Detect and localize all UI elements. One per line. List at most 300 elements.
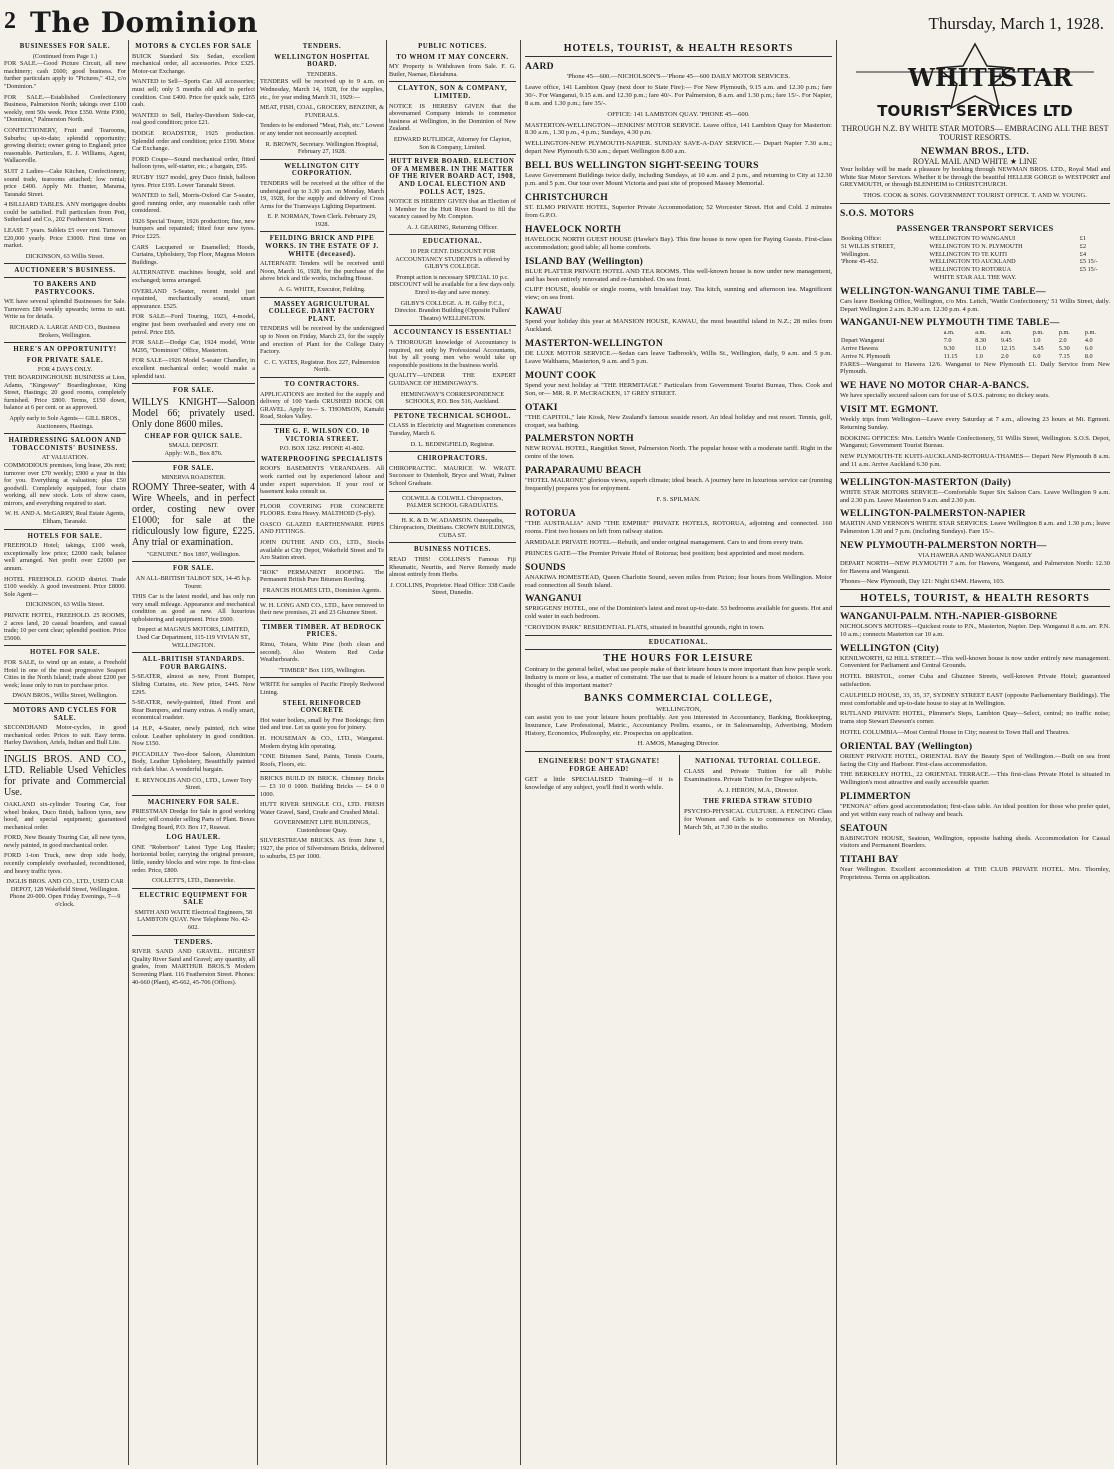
ad-signature: D. L. BEDINGFIELD, Registrar. xyxy=(410,440,495,448)
section-heading: HAIRDRESSING SALOON AND TOBACCONISTS' BUSINESS. xyxy=(8,437,122,452)
public-notice: CLASS in Electricity and Magnetism commences Tuesday, March 6. xyxy=(389,422,516,437)
resort-heading: HAVELOCK NORTH xyxy=(525,223,622,235)
classified-ad: BUICK Standard Six Sedan, excellent mechanical order, all accessories. Price £325. Motor-car Exchange. xyxy=(132,52,255,75)
classified-ad: THE BOARDINGHOUSE BUSINESS at Lion, Adams, "Kingsway" Boardinghouse, King Street, Hastings; 20 good rooms, completely furnished. Price £800. Terms, £150 down, balance at 6 per cent. or as approved. xyxy=(4,373,126,412)
column-rule xyxy=(520,40,521,1465)
display-ad: SILVERSTREAM BRICKS. AS from June 1, 1927, the price of Silverstream Bricks, delivered to suburbs, £5 per 1000. xyxy=(260,837,384,860)
resort-heading: SEATOUN xyxy=(840,822,888,834)
display-ad: QUALITY—UNDER THE EXPERT GUIDANCE OF HEMINGWAY'S. xyxy=(389,372,516,387)
section-heading: MASSEY AGRICULTURAL COLLEGE. DAIRY FACTORY PLANT. xyxy=(268,300,376,323)
section-heading: MOTORS & CYCLES FOR SALE xyxy=(135,43,252,50)
notice-heading: VISIT MT. EGMONT. xyxy=(840,403,939,415)
column-rule xyxy=(257,40,258,1465)
public-notice: MY Property is Withdrawn from Sale. F. G. Butler, Naenae, Eketahuna. xyxy=(389,63,516,78)
display-ad: W. H. LONG AND CO., LTD., have removed to their new premises, 21 and 23 Ghuznee Street. xyxy=(260,601,384,617)
newspaper-title: The Dominion xyxy=(30,6,259,39)
listing: Weekly trips from Wellington—Leave every Saturday at 7 a.m., allowing 23 hours at Mt. Egmont. Returning Sunday. xyxy=(840,415,1110,431)
tender-notice: ALTERNATE Tenders will be received until Noon, March 16, 1928, for the purchase of the above brick and tile works, including House. xyxy=(260,260,384,283)
tender-notice: TENDERS will be received up to 9 a.m. on Wednesday, March 14, 1928, for the supplies, etc., for year ending March 31, 1929:— xyxy=(260,78,384,101)
column-white-star-tourist xyxy=(840,40,1110,1465)
divider xyxy=(260,771,384,772)
public-notice: NOTICE IS HEREBY GIVEN that the abovenamed Company intends to commence business at Wellington, in the Dominion of New Zealand. xyxy=(389,102,516,133)
table-cell: WELLINGTON TO TE KUITI xyxy=(929,250,1008,258)
divider xyxy=(260,499,384,500)
divider xyxy=(132,795,255,796)
table-cell: 6.0 xyxy=(1084,344,1093,352)
divider xyxy=(260,598,384,599)
section-heading: LOG HAULER. xyxy=(166,834,221,842)
divider xyxy=(840,203,1110,204)
section-heading: EDUCATIONAL. xyxy=(422,238,483,246)
classified-ad: PICCADILLY Two-door Saloon, Aluminium Body, Leather Upholstery, Beautifully painted rich dark blue. A wonderful bargain. xyxy=(132,750,255,773)
section-heading: MOTORS AND CYCLES FOR SALE. xyxy=(12,706,118,722)
listing: NICHOLSON'S MOTORS—Quickest route to P.N., Masterton, Napier. Dep. Wanganui 8 a.m. arr. P.N. 10 a.m.; connects Masterton car 10 a.m. xyxy=(840,623,1110,638)
classified-ad: FREEHOLD Hotel; takings, £100 week, exceptionally low price; £2000 cash; balance well arranged. Net profit over £2000 per annum. xyxy=(4,542,126,573)
divider xyxy=(132,461,255,462)
ad-signature: "TIMBER" Box 1195, Wellington. xyxy=(278,666,366,674)
listing: "HOTEL MALRONE" glorious views, superb climate; ideal beach. A journey here in luxurious service car (running frequently) prepares you for enjoyment. xyxy=(525,477,832,493)
column-public-notices xyxy=(389,40,516,1465)
engineers-ad xyxy=(525,755,673,834)
listing: 'Phones—New Plymouth, Day 121: Night 634M. Hawera, 103. xyxy=(840,578,1005,586)
ad-headline: ENGINEERS! DON'T STAGNATE! FORGE AHEAD! xyxy=(538,758,660,774)
section-heading: FOR SALE. xyxy=(173,464,214,472)
timetable-row xyxy=(840,353,1110,361)
table-cell: 9.30 xyxy=(943,344,955,352)
display-ad: ROOFS BASEMENTS VERANDAHS. All work carried out by experienced labour and under expert supervision. If your roof or basement leaks consult us. xyxy=(260,465,384,496)
column-rule xyxy=(386,40,387,1465)
classified-ad: COMMODIOUS premises, long lease, 20s rent; turnover over £70 weekly; £900 a year in this for you. Everything at valuation; plus £50 goodwill. Completely equipped, four chairs working, all new stock. Lots of show cases, mirrors, and everything required to start. xyxy=(4,461,126,507)
resort-heading: PLIMMERTON xyxy=(840,791,911,803)
section-heading: PUBLIC NOTICES. xyxy=(418,43,487,50)
listing: ANAKIWA HOMESTEAD, Queen Charlotte Sound, seven miles from Picton; four hours from Wellington. Motor road connection all South Island. xyxy=(525,573,832,589)
classified-ad: 14 H.P., 4-Seater, newly painted, rich wine colour. Leather upholstery in good condition. Now £150. xyxy=(132,725,255,748)
route-subheading: VIA HAWERA AND WANGANUI DAILY xyxy=(917,551,1033,559)
classified-ad: 1926 Special Tourer, 1926 production; fine, new bumpers and repainted; fitted four new tyres. Price £225. xyxy=(132,217,255,241)
section-heading: HOTEL FOR SALE. xyxy=(30,649,100,657)
issue-date: Thursday, March 1, 1928. xyxy=(928,14,1104,33)
classified-ad: 5-SEATER, almost as new, Front Bumper, Sliding Curtains, etc. New price, £445. Now £295. xyxy=(132,673,255,696)
table-cell: 7.15 xyxy=(1058,352,1070,360)
classified-ad: OAKLAND six-cylinder Touring Car, four wheel brakes, Duco finish, balloon tyres, new hood, and special equipment; guaranteed mechanical order. xyxy=(4,800,126,831)
section-heading: CLAYTON, SON & COMPANY, LIMITED. xyxy=(397,85,508,100)
fares-table xyxy=(840,235,1110,274)
route-heading: WELLINGTON-PALMERSTON-NAPIER xyxy=(840,508,1026,520)
ad-signature: C. C. YATES, Registrar. Box 227, Palmerston North. xyxy=(264,358,380,374)
ad-signature: GILBY'S COLLEGE. A. H. Gilby F.C.I., Director. Brandon Building (Opposite Fullers' Theatre) WELLINGTON. xyxy=(394,299,511,322)
display-ad: AN ALL-BRITISH TALBOT SIX, 14-45 h.p. Tourer. xyxy=(135,574,252,590)
table-cell: Depart Wanganui xyxy=(841,337,885,345)
subheading: AT VALUATION. xyxy=(41,454,89,462)
logo-word-star: STAR xyxy=(1000,63,1073,92)
divider xyxy=(132,383,255,384)
divider xyxy=(525,751,832,752)
table-cell: 4.0 xyxy=(1084,337,1093,345)
display-ad: SMITH AND WAITE Electrical Engineers, 58 LAMBTON QUAY. New Telephone No. 42-602. xyxy=(134,908,253,932)
ad-headline: THE HOURS FOR LEISURE xyxy=(603,653,754,665)
divider xyxy=(132,888,255,889)
divider xyxy=(389,154,516,155)
resort-heading: WANGANUI xyxy=(525,593,582,605)
route-heading: NEW PLYMOUTH-PALMERSTON NORTH— xyxy=(840,539,1047,551)
table-cell: p.m. xyxy=(1084,329,1096,337)
listing: Spend your next holiday at "THE HERMITAGE." Particulars from Government Tourist Bureau, Thos. Cook and Son, or— MR. R. P. McCRACKEN, 17 GREY STREET. xyxy=(525,381,832,397)
classified-ad: THIS Car is the latest model, and has only run very small mileage. Appearance and mechanical condition as good as new. All luxurious upholstering and equipment. Price £600. xyxy=(132,593,255,623)
listing: Near Wellington. Excellent accommodation at THE CLUB PRIVATE HOTEL. Mrs. Thornley, Proprietress. Terms on application. xyxy=(840,866,1110,882)
ad-signature: INGLIS BROS. AND CO., LTD., USED CAR DEPOT, 128 Wakefield Street, Wellington. Phone 20-000. Open Friday Evenings, 7—9 o'clock. xyxy=(6,878,124,909)
section-heading: TO BAKERS AND PASTRYCOOKS. xyxy=(33,281,97,296)
page-number: 2 xyxy=(4,8,16,34)
listing: Leave office, 141 Lambton Quay (next door to State Fire):— For New Plymouth, 9.15 a.m. and 12.30 p.m.; fare 30/-. For Wanganui, 9.15 a.m. and 12.30 p.m.; fare 40/-. For Palmerston, 8 a.m. and 1.30 p.m.; fare 15/-. For Napier, 8 a.m. and 1.30 p.m.; fare 35/-. xyxy=(525,83,832,107)
classified-ad: CARS Lacquered or Enamelled; Hoods, Curtains, Upholstery, Top Floor, Magnus Motors Buildings. xyxy=(132,243,255,266)
resort-heading: PARAPARAUMU BEACH xyxy=(525,465,642,477)
listing: MASTERTON-WELLINGTON—JENKINS' MOTOR SERVICE. Leave office, 141 Lambton Quay for Masterton: 8.30 a.m., 1.30 p.m., 4 p.m.; Sundays, 4.30 p.m. xyxy=(525,121,832,137)
table-cell: 3.45 xyxy=(1032,344,1044,352)
continued-note: (Continued from Page 1.) xyxy=(32,52,98,60)
table-cell: WELLINGTON TO AUCKLAND xyxy=(929,258,1016,266)
section-heading: BUSINESSES FOR SALE. xyxy=(19,43,111,50)
tender-notice: APPLICATIONS are invited for the supply and delivery of 100 Yards CRUSHED ROCK OR GRAVEL. Apply to— S. THOMSON, Kamahi Road, Stokes Valley. xyxy=(260,390,384,421)
listing: Cars leave Booking Office, Wellington, c/o Mrs. Leitch, 'Wattle Confectionery,' 51 Willis Street, daily. Depart Wellington 2 a.m. 8.30 a.m. 12.30 p.m. 4 p.m. xyxy=(840,297,1110,313)
ad-headline: THE FRIEDA STRAW STUDIO xyxy=(703,797,813,805)
table-cell: p.m. xyxy=(1058,329,1070,337)
resort-heading: KAWAU xyxy=(525,306,563,318)
resort-heading: MOUNT COOK xyxy=(525,369,597,381)
fare-row xyxy=(840,243,1110,251)
mail-line-left: ROYAL MAIL AND WHITE xyxy=(912,157,1008,166)
public-notice: NOTICE IS HEREBY GIVEN that an Election of 1 Member for the Hutt River Board to fill the vacancy caused by Mr. Compton. xyxy=(389,198,516,221)
ad-headline: NATIONAL TUTORIAL COLLEGE. xyxy=(695,758,821,766)
ad-signature: "GENUINE." Box 1897, Wellington. xyxy=(146,550,241,558)
listing: FARES—Wanganui to Hawera 12/6. Wanganui to New Plymouth £1. Daily Service from New Plymouth. xyxy=(840,360,1110,376)
section-heading: THE G. F. WILSON CO. 10 VICTORIA STREET. xyxy=(274,427,370,443)
timetable-row xyxy=(840,329,1110,337)
ad-signature: Apply early to Sole Agents— GILL BROS., Auctioneers, Hastings. xyxy=(9,414,121,430)
ad-signature: F. S. SPILMAN. xyxy=(656,496,701,504)
divider xyxy=(260,424,384,425)
table-cell xyxy=(840,329,943,337)
table-cell: £4 xyxy=(1079,250,1087,258)
table-cell: 2.0 xyxy=(1000,352,1009,360)
divider xyxy=(4,277,126,278)
table-cell: 6.0 xyxy=(1032,352,1041,360)
ad-headline: BANKS COMMERCIAL COLLEGE, xyxy=(584,692,773,704)
resort-heading: MASTERTON-WELLINGTON xyxy=(525,338,664,350)
display-ad: H. HOUSEMAN & CO., LTD., Wanganui. Modern drying kiln operating. xyxy=(260,734,384,750)
dealer-name: INGLIS BROS. AND CO., LTD. Reliable Used Vehicles for private and Commercial Use. xyxy=(4,753,126,798)
divider xyxy=(260,565,384,566)
divider xyxy=(4,263,126,264)
resort-heading: CHRISTCHURCH xyxy=(525,191,609,203)
section-heading: BUSINESS NOTICES. xyxy=(413,546,492,554)
timetable-heading: WELLINGTON-WANGANUI TIME TABLE— xyxy=(840,285,1046,297)
subheading: TENDERS. xyxy=(307,70,337,78)
fare-row xyxy=(840,235,1110,243)
listing: Spend your holiday this year at MANSION HOUSE, KAWAU, the most beautiful island in N.Z.; 28 miles from Auckland. xyxy=(525,318,832,334)
listing: MARTIN AND VERNON'S WHITE STAR SERVICES. Leave Wellington 8 a.m. and 1.30 p.m.; leave Palmerston 1.30 and 7 p.m. (including Sundays). Fare 15/-. xyxy=(840,520,1110,536)
divider xyxy=(132,561,255,562)
table-cell: 7.0 xyxy=(943,337,952,345)
mail-line xyxy=(840,158,1110,166)
display-ad: COLWILL & COLWILL Chiropractors, PALMER SCHOOL GRADUATES. xyxy=(401,494,504,510)
ad-signature: E. REYNOLDS AND CO., LTD., Lower Tory Street. xyxy=(135,776,252,792)
classified-ad: WANTED to Sell, Morris-Oxford Car 5-seater, good running order, any reasonable cash offer considered. xyxy=(132,192,255,215)
display-ad: GET a little SPECIALISED Training—if it is knowledge of any subject, you'll find it worth while. xyxy=(525,776,673,792)
divider xyxy=(389,325,516,326)
section-heading: PETONE TECHNICAL SCHOOL. xyxy=(393,412,512,420)
divider xyxy=(389,81,516,82)
resort-heading: WELLINGTON (City) xyxy=(840,642,940,654)
display-ad: WRITE for samples of Pacific Fireply Redwood Lining. xyxy=(260,681,384,696)
classified-ad: SUIT 2 Ladies—Cake Kitchen, Confectionery, sound trade, tearooms attached; low rental; price £400. Apply Mr. Hunter, Marama, Taranaki Street. xyxy=(4,167,126,198)
company-name: NEWMAN BROS., LTD. xyxy=(920,146,1030,157)
classified-ad: FOR SALE—Ford Touring, 1923, 4-model, engine just been overhauled and every one on petrol. Price £65. xyxy=(132,313,255,336)
table-cell: p.m. xyxy=(1032,329,1044,337)
table-cell: £1 xyxy=(1079,234,1087,242)
classified-ad: PRIVATE HOTEL, FREEHOLD. 25 ROOMS, 2 acres land, 20 casual boarders, and casual trade; 10 per cent clear; splendid position. Price £5000. xyxy=(4,612,126,642)
section-heading: FOR SALE. xyxy=(173,565,214,573)
table-cell: 51 WILLIS STREET, xyxy=(841,242,895,250)
masthead xyxy=(0,0,1114,40)
timetable-row xyxy=(840,337,1110,345)
ad-signature: A. J. HERON, M.A., Director. xyxy=(717,787,799,795)
resort-heading: ROTORUA xyxy=(525,508,576,519)
display-ad: CHIROPRACTIC. MAURICE W. WRATT. Successor to Ostenholt, Bryce and Wratt, Palmer School Graduate. xyxy=(389,464,516,487)
column-tenders xyxy=(260,40,384,1465)
company-name: S.O.S. MOTORS xyxy=(840,207,915,219)
section-heading: CHIROPRACTORS. xyxy=(417,455,488,463)
route-heading: WELLINGTON-MASTERTON (Daily) xyxy=(840,476,1012,488)
tender-notice: TENDERS will be received at the office of the undersigned up to 3.30 p.m. on Monday, March 19, 1928, for the supply and delivery of Cross Arms for the Tramways Lighting Department. xyxy=(260,179,384,210)
display-ad: Rimu, Totara, White Pine (both clean and second). Also Western Red Cedar Weatherboards. xyxy=(260,641,384,664)
section-heading: TO CONTRACTORS. xyxy=(284,380,360,388)
divider xyxy=(4,750,126,751)
listing: Leave Government Buildings twice daily, including Sundays, at 10 a.m. and 2 p.m., and returning to City at 12.30 p.m. and 5 p.m. Our tour over Mount Victoria and past site of proposed Massey Memorial. xyxy=(525,172,832,188)
resort-heading: AARD xyxy=(525,61,554,72)
subheading: SMALL DEPOSIT. xyxy=(168,442,219,450)
resort-heading: ISLAND BAY (Wellington) xyxy=(525,255,644,267)
divider xyxy=(389,513,516,514)
classified-ad: FOR SALE.—Good Picture Circuit, all new machinery; cash £600; good business. For further particulars apply to "Pictures," 412, c/o "Dominion." xyxy=(4,60,126,90)
tender-notice: Tenders to be endorsed "Meat, Fish, etc." Lowest or any tender not necessarily accepted. xyxy=(260,122,384,137)
listing: ORIENT PRIVATE HOTEL, ORIENTAL BAY the Beauty Spot of Wellington.—Built on sea front facing the City and Harbour. First-class accommodation. xyxy=(840,752,1110,768)
display-ad: OASCO GLAZED EARTHENWARE PIPES AND FITTINGS. xyxy=(260,520,384,536)
ad-signature: H. AMOS, Managing Director. xyxy=(637,740,720,748)
classified-ad: ONE "Robertson" Latest Type Log Hauler; horizontal boiler, carrying the original pressure, little, sundry blocks and wire rope. In first-class order. Price, £800. xyxy=(132,843,255,874)
classified-ad: LEASE 7 years. Sublets £5 over rent. Turnover £20,000 yearly. Price £3000. First time on market. xyxy=(4,227,126,250)
divider xyxy=(4,433,126,434)
classified-ad: DODGE ROADSTER, 1925 production. Splendid order and condition; price £190. Motor Car Exchange. xyxy=(132,129,255,153)
table-cell: Booking Office: xyxy=(841,234,882,242)
section-heading: CHEAP FOR QUICK SALE. xyxy=(144,432,243,440)
resort-heading: SOUNDS xyxy=(525,561,566,573)
ad-signature: EDWARD RUTLIDGE, Attorney for Clayton, Son & Company, Limited. xyxy=(393,135,512,151)
display-ad: Hot water boilers, small by Free Bookings; firm tied and true. Let us quote you for joinery. xyxy=(260,716,384,732)
contact-line: P.O. BOX 1262. PHONE 41-802. xyxy=(279,445,365,453)
display-ad: HUTT RIVER SHINGLE CO., LTD. FRESH Water Gravel, Sand, Crude and Crushed Metal. xyxy=(260,801,384,816)
table-cell: 1.0 xyxy=(1032,337,1041,345)
display-ad: WILLYS KNIGHT—Saloon Model 66; privately used. Only done 8600 miles. xyxy=(132,396,255,430)
tender-items: MEAT, FISH, COAL, GROCERY, BENZINE, & FUNERALS. xyxy=(260,104,384,119)
column-motors-for-sale xyxy=(132,40,255,1465)
classified-ad: PRIESTMAN Dredge for Sale in good working order; will consider selling Parts of Plant. Boxes Dredging Board, P.O. Box 17, Ruawai. xyxy=(132,808,255,831)
column-rule xyxy=(836,40,837,1465)
subheading: FOR 4 DAYS ONLY. xyxy=(37,366,93,374)
ad-signature: E. P. NORMAN, Town Clerk. February 29, 1928. xyxy=(267,213,377,228)
table-cell: 11.0 xyxy=(975,344,986,352)
timetable-row xyxy=(840,345,1110,353)
section-heading: STEEL REINFORCED CONCRETE xyxy=(282,699,362,715)
classified-ad: WE have several splendid Businesses for Sale. Turnovers £80 weekly upwards; terms to suit. Write us for details. xyxy=(4,298,126,321)
display-ad: can assist you to use your leisure hours profitably. Are you interested in Accountancy, Banking, Bookkeeping, Insurance, Law Professional, Matric., Accountancy Prelim. exams., or in Salesmanship, Advertising, Modern History, Economics, Philosophy, etc. Prospectus on application. xyxy=(525,713,832,737)
display-ad: "ONE Bitumen Sand, Paints, Tennis Courts, Roofs, Floors, etc. xyxy=(260,753,384,768)
divider xyxy=(132,652,255,653)
notice-heading: WE HAVE NO MOTOR CHAR-A-BANCS. xyxy=(840,380,1030,392)
column-rule xyxy=(128,40,129,1465)
classified-ad: WANTED to Sell—Sports Car. All accessories; must sell; only 5 months old and in perfect condition. Cost £400. Price for quick sale, £265 cash. xyxy=(132,78,255,109)
tender-notice: TENDERS will be received by the undersigned up to Noon on Friday, March 23, for the supply and erection of Plant for the College Dairy Factory. xyxy=(260,325,384,356)
resort-heading: WANGANUI-PALM. NTH.-NAPIER-GISBORNE xyxy=(840,611,1058,623)
display-ad: READ THIS! COLLINS'S Famous Fiji Rheumatic, Neuritis, and Nerve Remedy made almost entirely from Herbs. xyxy=(389,556,516,579)
services-heading: PASSENGER TRANSPORT SERVICES xyxy=(896,222,1054,233)
display-ad: PSYCHO-PHYSICAL CULTURE. A FENCING Class for Women and Girls is to commence on Monday, March 5th, at 7.30 in the studio. xyxy=(684,807,832,831)
divider xyxy=(525,649,832,650)
section-heading: TENDERS. xyxy=(174,938,213,946)
divider xyxy=(389,491,516,492)
listing: 'Phone 45—600.—NICHOLSON'S—'Phone 45—600 DAILY MOTOR SERVICES. xyxy=(566,73,791,80)
table-cell: Wellington. xyxy=(841,250,870,258)
listing: RUTLAND PRIVATE HOTEL, Plimmer's Steps, Lambton Quay—Select, central; no traffic noise; trams stop Stewart Dawson's corner. xyxy=(840,710,1110,726)
education-ads-row xyxy=(525,755,832,834)
mail-line-right: LINE xyxy=(1018,157,1038,166)
fare-row xyxy=(840,251,1110,259)
listing: WHITE STAR MOTORS SERVICE—Comfortable Super Six Saloon Cars. Leave Wellington 9 a.m. and 2.30 p.m. Leave Masterton 9 a.m. and 2.30 p.m. xyxy=(840,488,1110,504)
divider xyxy=(389,451,516,452)
section-heading: HERE'S AN OPPORTUNITY! xyxy=(13,346,117,354)
table-cell: Arrive N. Plymouth xyxy=(841,352,891,360)
divider xyxy=(389,234,516,235)
listing: KENILWORTH, 62 HILL STREET.—This well-known house is now under entirely new management. Convenient for Parliament and Central Grounds. xyxy=(840,654,1110,670)
listing: HOTEL BRISTOL, corner Cuba and Ghuznee Streets, well-known Private Hotel; guaranteed satisfaction. xyxy=(840,673,1110,689)
section-heading: HUTT RIVER BOARD. ELECTION OF A MEMBER. IN THE MATTER OF THE RIVER BOARD ACT, 1908, AND LOCAL ELECTION AND POLLS ACT, 1925. xyxy=(389,158,516,196)
table-cell: WELLINGTON TO ROTORUA xyxy=(929,266,1012,274)
listing: WELLINGTON-NEW PLYMOUTH-NAPIER. SUNDAY SAVE-A-DAY SERVICE.— Depart Napier 7.30 a.m.; depart New Plymouth 6.30 a.m.; depart Wellington 8.00 a.m. xyxy=(525,140,832,156)
classified-ad: 5-SEATER, newly-painted, fitted Front and Rear Bumpers, and many extras. A really smart, economical roadster. xyxy=(132,699,255,722)
divider xyxy=(4,703,126,704)
fare-row xyxy=(840,266,1110,274)
table-cell: £5 15/- xyxy=(1079,258,1098,266)
classified-ad: SECONDHAND Motor-cycles, in good mechanical order. Prices to suit. Easy terms. Harley Davidson, Ariels, Indian and Bull Lite. xyxy=(4,724,126,747)
resort-heading: ORIENTAL BAY (Wellington) xyxy=(840,740,973,752)
classified-ad: FOR SALE—Dodge Car, 1924 model, Write M295, "Dominion" Office, Masterton. xyxy=(132,339,255,354)
fare-row xyxy=(840,258,1110,266)
divider xyxy=(840,589,1110,590)
resort-heading: PALMERSTON NORTH xyxy=(525,433,634,445)
section-title: HOTELS, TOURIST, & HEALTH RESORTS xyxy=(860,593,1090,605)
display-ad: 10 PER CENT. DISCOUNT FOR ACCOUNTANCY STUDENTS is offered by GILBY'S COLLEGE. xyxy=(395,248,510,271)
listing: ARMIDALE PRIVATE HOTEL—Rebuilt, and under original management. Cars to and from every train. xyxy=(525,538,804,546)
listing: BOOKING OFFICES: Mrs. Leitch's Wattle Confectionery, 51 Willis Street, Wellington. S.O.S. Depot, Wanganui; Government Tourist Bureau. xyxy=(840,434,1110,450)
ad-signature: COLLETT'S, LTD., Dannevirke. xyxy=(151,877,236,885)
classified-ad: WANTED to Sell, Harley-Davidson Side-car, real good condition; price £21. xyxy=(132,111,255,127)
listing: DE LUXE MOTOR SERVICE.—Sedan cars leave Tadbrook's, Willis St., Wellington, daily, 9 a.m. and 5 p.m. Leave Walthams, Masterton, 9 a.m. and 5 p.m. xyxy=(525,350,832,365)
section-heading: WELLINGTON CITY CORPORATION. xyxy=(284,162,360,178)
listing: CLIFF HOUSE, double or single rooms, with breakfast tray. Tea kitch, sunning and afternoon tea. Magnificent view; on sea front. xyxy=(525,286,832,302)
subheading: MINERVA ROADSTER. xyxy=(161,474,226,482)
listing: "THE CAPITOL," late Kiosk, New Zealand's famous seaside resort. An ideal holiday and rest resort. Tennis, golf, croquet, sea bathing. xyxy=(525,413,832,429)
section-heading: WELLINGTON HOSPITAL BOARD. xyxy=(274,53,370,69)
display-ad: Contrary to the general belief, what use people make of their leisure hours is more important than how people work. Industry is more or less, a matter of constraint. The use that is made of leisure hours is a matter of choice. Have you thought of this important matter? xyxy=(525,666,832,689)
table-cell: a.m. xyxy=(943,329,955,337)
listing: BLUE PLATTER PRIVATE HOTEL AND TEA ROOMS. This well-known house is now under new management, and has been entirely renovated and re-furnished. On sea front. xyxy=(525,267,832,283)
ad-signature: Inspect at MAGNUS MOTORS, LIMITED, Used Car Department, 115-119 VIVIAN ST., WELLINGTON. xyxy=(136,626,251,649)
section-heading: TENDERS. xyxy=(302,43,342,50)
divider xyxy=(260,231,384,232)
divider xyxy=(525,635,832,636)
table-cell: a.m. xyxy=(975,329,986,337)
display-ad: Prompt action is necessary SPECIAL 10 p.c. DISCOUNT will be available for a few days only. Enrol to-day and save money. xyxy=(389,273,516,297)
table-cell: WELLINGTON TO N. PLYMOUTH xyxy=(929,242,1023,250)
listing: OFFICE: 141 LAMBTON QUAY. 'PHONE 45—600. xyxy=(607,110,750,118)
display-ad: FLOOR COVERING FOR CONCRETE FLOORS. Extra Heavy. MALTHOID (5-ply). xyxy=(260,502,384,518)
table-cell: 12.15 xyxy=(1000,344,1015,352)
section-heading: HOTELS FOR SALE. xyxy=(27,532,103,540)
column-businesses-for-sale xyxy=(4,40,126,1465)
divider xyxy=(260,159,384,160)
table-cell: WELLINGTON TO WANGANUI xyxy=(929,234,1016,242)
listing: "PENONA" offers good accommodation; first-class table. An ideal position for those who prefer quiet, and yet within easy reach of railway and beach. xyxy=(840,803,1110,818)
listing: Your holiday will be made a pleasure by booking through NEWMAN BROS. LTD., Royal Mail and White Star Motor Services. Whether it be through the beautiful HELLER GORGE to WESTPORT and GREYMOUTH, or through BLENHEIM to CHRISTCHURCH. xyxy=(840,165,1110,189)
section-heading: TIMBER TIMBER. AT BEDROCK PRICES. xyxy=(262,623,382,639)
section-heading: ACCOUNTANCY IS ESSENTIAL! xyxy=(393,329,512,337)
divider xyxy=(132,935,255,936)
timetable xyxy=(840,329,1110,360)
section-heading: TO WHOM IT MAY CONCERN. xyxy=(396,53,509,61)
section-heading: FEILDING BRICK AND PIPE WORKS. IN THE ESTATE OF J. WHITE (deceased). xyxy=(265,235,379,258)
divider xyxy=(840,472,1110,473)
section-heading: WATERPROOFING SPECIALISTS xyxy=(261,455,383,463)
resort-heading: BELL BUS WELLINGTON SIGHT-SEEING TOURS xyxy=(525,160,759,172)
table-cell: 11.15 xyxy=(943,352,958,360)
table-cell: a.m. xyxy=(1000,329,1012,337)
display-ad: CLASS and Private Tuition for all Public Examinations. Private Tuition for Degree subjects. xyxy=(684,768,832,784)
display-ad: ROOMY Three-seater, with 4 Wire Wheels, and in perfect order, costing new over £1000; for sale at the ridiculously low figure, £225. Any trial or examination. xyxy=(132,481,255,548)
listing: THE BERKELEY HOTEL, 22 ORIENTAL TERRACE.—This first-class Private Hotel is situated in Wellington's most attractive and easily accessible quarter. xyxy=(840,771,1110,787)
logo-subtitle: TOURIST SERVICES LTD xyxy=(877,102,1073,120)
display-ad: A THOROUGH knowledge of Accountancy is required, not only by Professional Accountants, but by all young men who would take up responsible positions in the business world. xyxy=(389,339,516,369)
white-star-logo xyxy=(850,42,1100,120)
display-ad: "ROK" PERMANENT ROOFING. The Permanent British Pure Bitumen Roofing. xyxy=(260,568,384,584)
divider xyxy=(389,409,516,410)
classified-ad: OVERLAND 5-Seater, recent model just repainted, mechanically sound, smart appearance. £525. xyxy=(132,287,255,310)
listing: NEW PLYMOUTH-TE KUITI-AUCKLAND-ROTORUA-THAMES— Depart New Plymouth 8 a.m. and 11 a.m. Arrive Auckland 6.30 p.m. xyxy=(840,453,1110,468)
section-heading: FOR SALE. xyxy=(173,387,214,395)
divider xyxy=(389,542,516,543)
listing: CAULFIELD HOUSE, 33, 35, 37, SYDNEY STREET EAST (opposite Parliamentary Buildings). The most comfortable and up-to-date house to stay at in Wellington. xyxy=(840,691,1110,707)
divider xyxy=(260,297,384,298)
resort-heading: TITAHI BAY xyxy=(840,854,899,866)
slogan: WHITE STAR ALL THE WAY. xyxy=(933,273,1017,281)
section-heading: MACHINERY FOR SALE. xyxy=(147,798,240,806)
divider xyxy=(260,677,384,678)
classified-ad: FOR SALE, to wind up an estate, a Freehold Hotel in one of the most progressive Seaport Cities in the North Island; trade about £200 per week; lease only to run to purchase price. xyxy=(4,658,126,689)
star-icon: ★ xyxy=(1009,157,1017,166)
tutorial-college-ad xyxy=(679,755,832,834)
section-heading: FOR PRIVATE SALE. xyxy=(26,356,104,364)
ad-signature: HEMINGWAY'S CORRESPONDENCE SCHOOLS, P.O. Box 516, Auckland. xyxy=(400,390,505,406)
table-cell: 8.0 xyxy=(1084,352,1093,360)
ad-signature: R. BROWN, Secretary. Wellington Hospital, February 27, 1928. xyxy=(265,140,379,156)
